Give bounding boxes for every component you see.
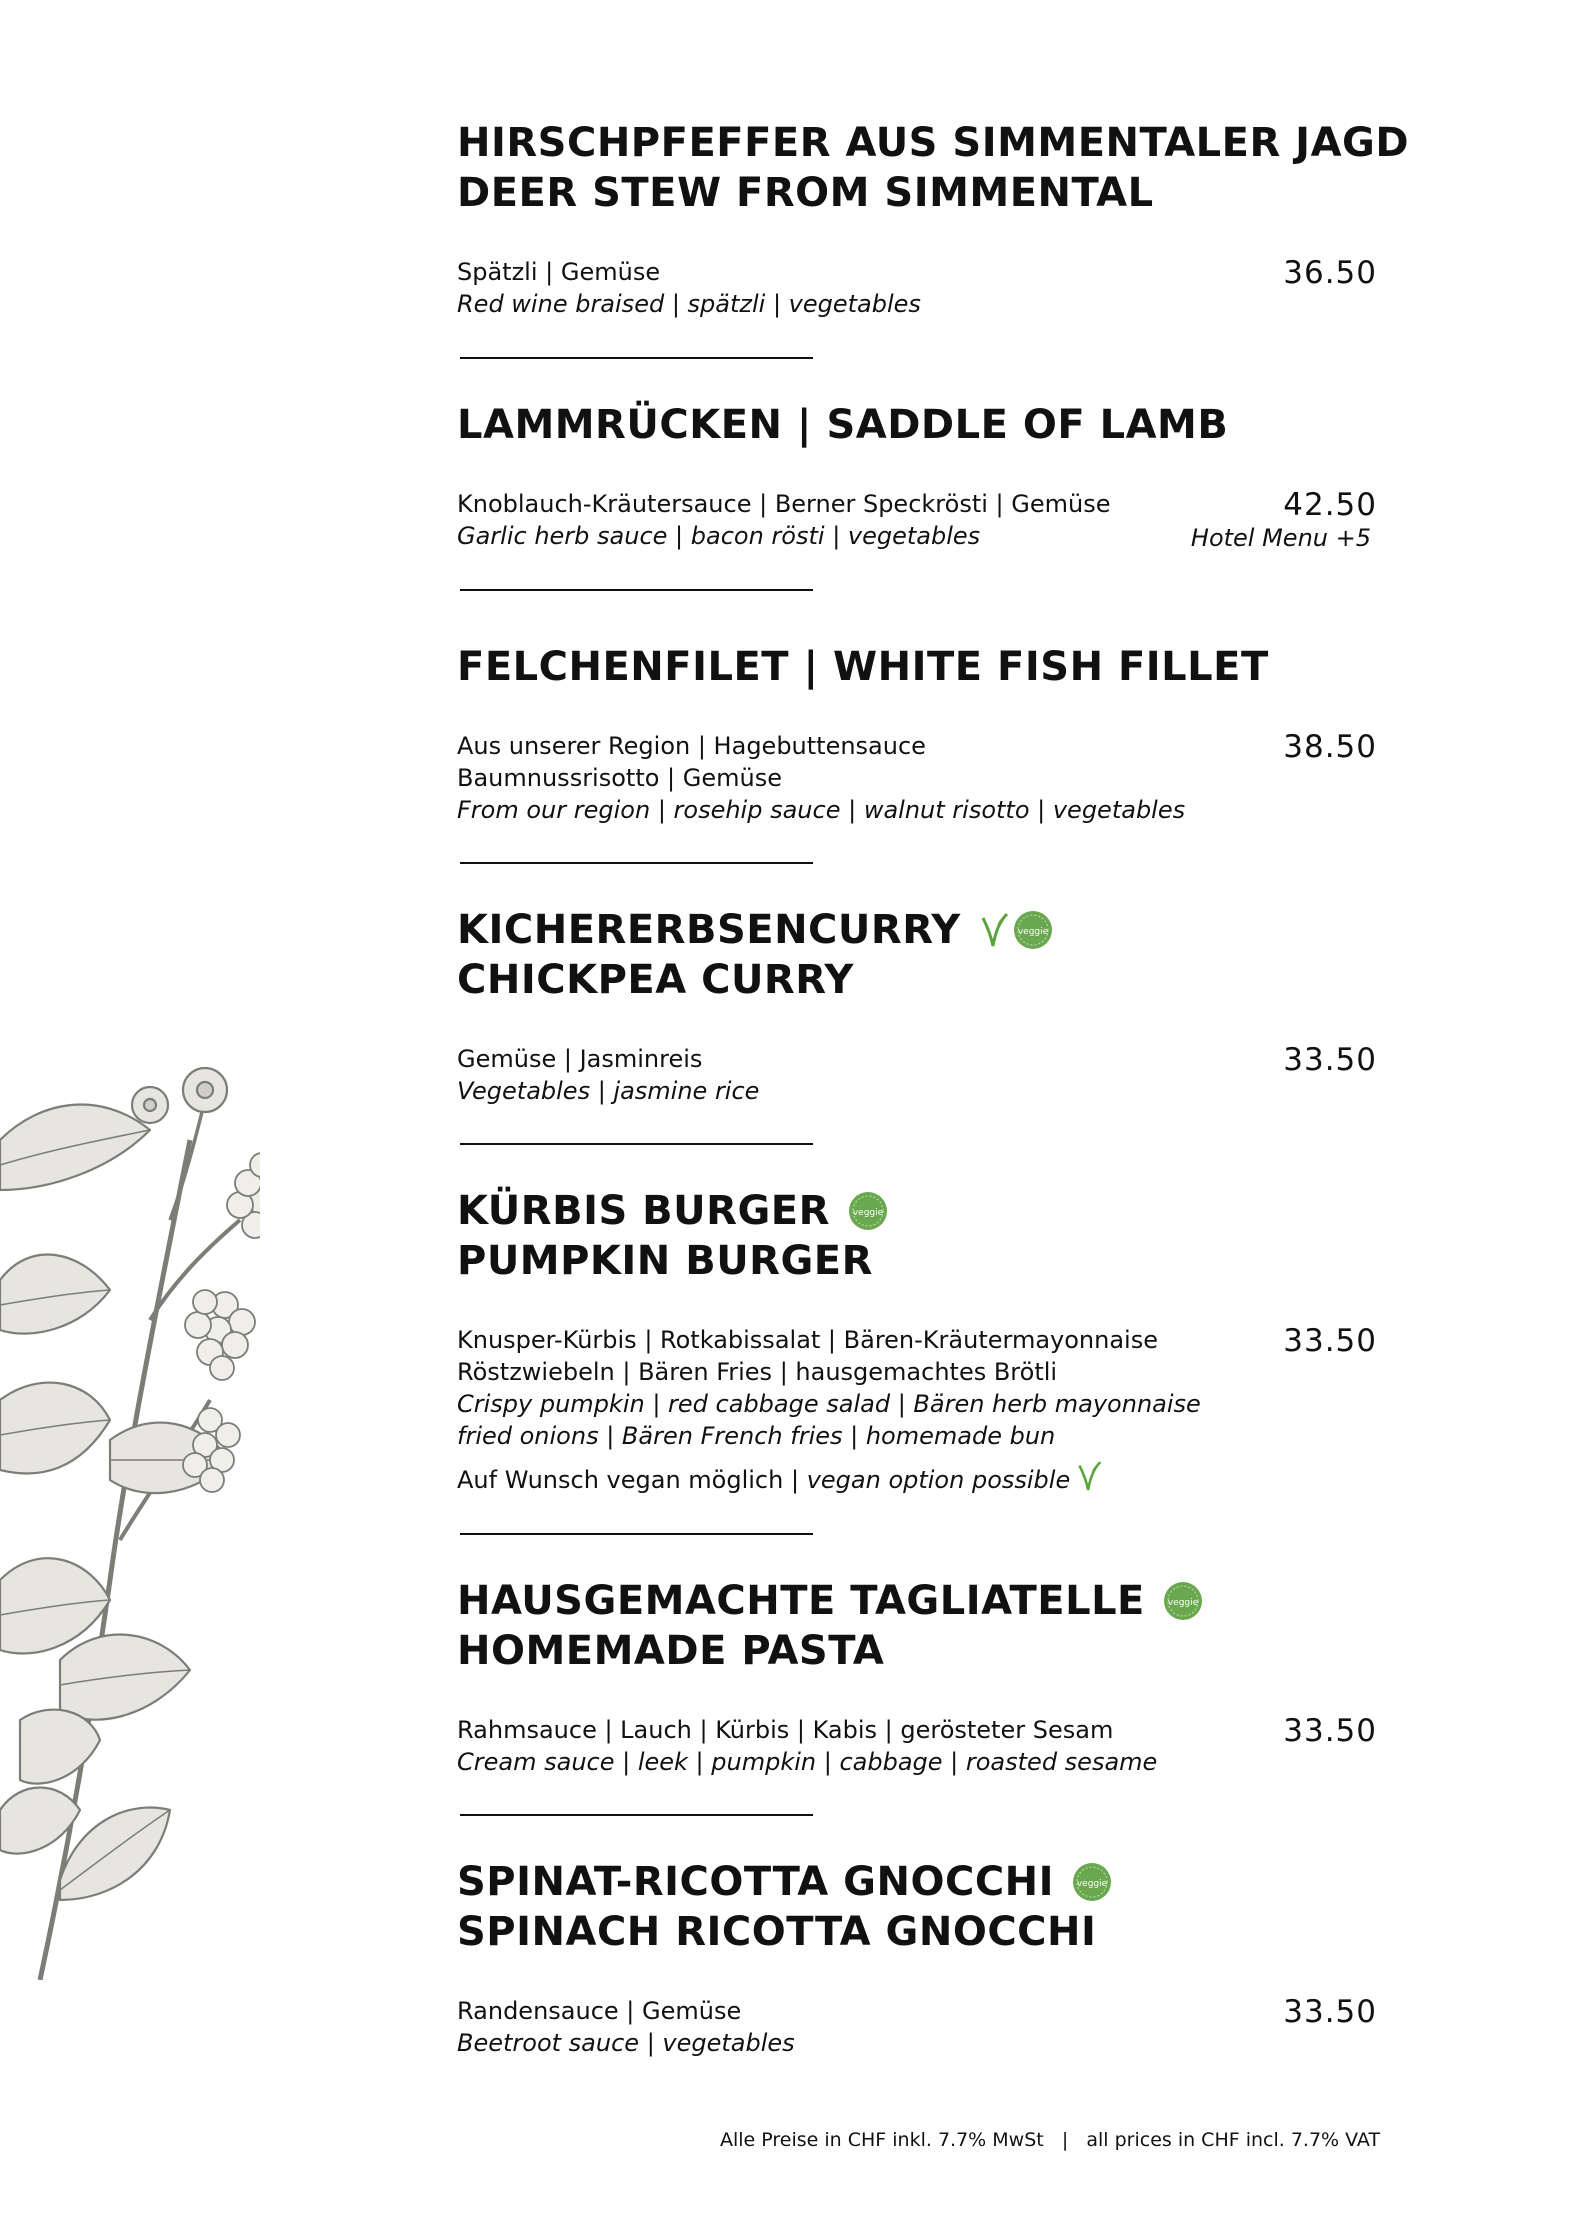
dish-description	[457, 1714, 1377, 1778]
note-en: vegan option possible	[806, 1466, 1071, 1494]
dish-title-en: DEER STEW FROM SIMMENTAL	[457, 170, 1154, 216]
dish-price: 33.50	[1283, 1713, 1377, 1749]
dish-title: FELCHENFILET | WHITE FISH FILLET	[457, 644, 1269, 690]
description-en: Crispy pumpkin | red cabbage salad | Bären herb mayonnaise	[457, 1390, 1201, 1418]
vegan-option-note	[457, 1460, 1377, 1500]
svg-text:veggie: veggie	[852, 1208, 884, 1218]
section-divider	[460, 1814, 813, 1816]
svg-text:veggie: veggie	[1017, 927, 1048, 937]
dish-deer-stew	[457, 118, 1410, 320]
veggie-badge-icon	[1013, 910, 1053, 950]
dish-title-de: KÜRBIS BURGER	[457, 1188, 830, 1234]
section-divider	[460, 1533, 813, 1535]
dish-white-fish-fillet	[457, 642, 1377, 826]
dish-price: 33.50	[1283, 1994, 1377, 2030]
price-footnote: Alle Preise in CHF inkl. 7.7% MwSt | all prices in CHF incl. 7.7% VAT	[720, 2129, 1381, 2151]
veggie-badge-icon	[1163, 1581, 1203, 1621]
veggie-badge-icon	[848, 1191, 888, 1231]
description-en: Red wine braised | spätzli | vegetables	[457, 290, 921, 318]
section-divider	[460, 862, 813, 864]
dish-description	[457, 1995, 1377, 2059]
description-de: Knoblauch-Kräutersauce | Berner Speckrösti | Gemüse	[457, 490, 1111, 518]
dish-description	[457, 1043, 1377, 1107]
description-en: Garlic herb sauce | bacon rösti | vegetables	[457, 522, 981, 550]
dish-description	[457, 256, 1377, 320]
section-divider	[460, 589, 813, 591]
svg-text:veggie: veggie	[1167, 1598, 1199, 1608]
dish-price: 33.50	[1283, 1042, 1377, 1078]
description-en: Vegetables | jasmine rice	[457, 1077, 760, 1105]
hotel-menu-surcharge: Hotel Menu +5	[1190, 524, 1371, 552]
dish-title-de: HAUSGEMACHTE TAGLIATELLE	[457, 1578, 1145, 1624]
dish-price: 36.50	[1283, 255, 1377, 291]
dish-description	[457, 730, 1377, 826]
dish-price: 38.50	[1283, 729, 1377, 765]
description-de: Baumnussrisotto | Gemüse	[457, 764, 782, 792]
section-divider	[460, 1143, 813, 1145]
vegan-leaf-icon	[979, 912, 1009, 948]
description-en: fried onions | Bären French fries | homemade bun	[457, 1422, 1056, 1450]
description-de: Spätzli | Gemüse	[457, 258, 661, 286]
dish-title-de: SPINAT-RICOTTA GNOCCHI	[457, 1859, 1055, 1905]
description-en: Cream sauce | leek | pumpkin | cabbage | roasted sesame	[457, 1748, 1158, 1776]
description-de: Gemüse | Jasminreis	[457, 1045, 703, 1073]
dish-title-en: SPINACH RICOTTA GNOCCHI	[457, 1909, 1097, 1955]
description-de: Knusper-Kürbis | Rotkabissalat | Bären-Kräutermayonnaise	[457, 1326, 1158, 1354]
dish-title: LAMMRÜCKEN | SADDLE OF LAMB	[457, 402, 1229, 448]
description-de: Randensauce | Gemüse	[457, 1997, 742, 2025]
dish-title-en: PUMPKIN BURGER	[457, 1238, 873, 1284]
dish-price: 42.50	[1283, 487, 1377, 523]
berry-cluster-2	[185, 1290, 255, 1380]
description-en: Beetroot sauce | vegetables	[457, 2029, 795, 2057]
description-en: From our region | rosehip sauce | walnut risotto | vegetables	[457, 796, 1186, 824]
description-de: Aus unserer Region | Hagebuttensauce	[457, 732, 926, 760]
dish-title-en: CHICKPEA CURRY	[457, 957, 854, 1003]
dish-saddle-of-lamb	[457, 400, 1377, 552]
description-de: Röstzwiebeln | Bären Fries | hausgemachtes Brötli	[457, 1358, 1058, 1386]
dish-chickpea-curry	[457, 905, 1377, 1107]
blackberry-branch-illustration	[0, 1020, 260, 1980]
dish-title-de: KICHERERBSENCURRY	[457, 907, 961, 953]
veggie-badge-icon	[1072, 1862, 1112, 1902]
svg-text:veggie: veggie	[1076, 1879, 1108, 1889]
dish-title-de: HIRSCHPFEFFER AUS SIMMENTALER JAGD	[457, 120, 1410, 166]
dish-description	[457, 1324, 1377, 1500]
dish-spinach-ricotta-gnocchi	[457, 1857, 1377, 2059]
dish-description	[457, 488, 1377, 552]
description-de: Rahmsauce | Lauch | Kürbis | Kabis | gerösteter Sesam	[457, 1716, 1114, 1744]
dish-homemade-pasta	[457, 1576, 1377, 1778]
note-de: Auf Wunsch vegan möglich |	[457, 1466, 807, 1494]
dish-pumpkin-burger	[457, 1186, 1377, 1500]
section-divider	[460, 357, 813, 359]
dish-title-en: HOMEMADE PASTA	[457, 1628, 885, 1674]
dish-price: 33.50	[1283, 1323, 1377, 1359]
vegan-leaf-icon	[1076, 1460, 1102, 1500]
